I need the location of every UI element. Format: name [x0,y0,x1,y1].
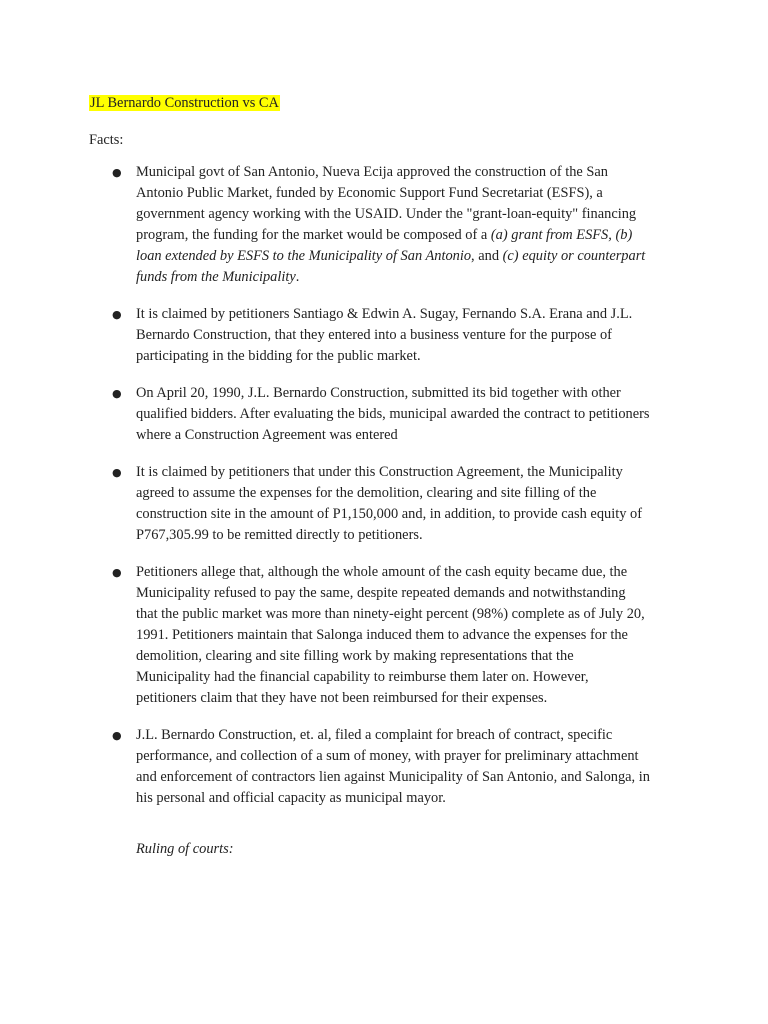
item-text: . [295,269,300,285]
title-highlight: JL Bernardo Construction vs CA [90,95,279,111]
item-text: It is claimed by petitioners Santiago & Edwin A. Sugay, Fernando S.A. Erana and J.L. Bernardo Construction, that they entered into a business venture for the purpose of participating in the bidding for the public market. [136,306,633,364]
item-italic-text: (c) equity or counterpart funds from the Municipality [136,248,646,285]
item-italic-text: (a) grant from ESFS, (b) loan extended by ESFS to the Municipality of San Antonio [136,227,633,264]
ruling-heading [136,838,234,860]
bullet-icon: ● [112,466,122,479]
list-item [0,725,650,809]
bullet-icon: ● [112,387,122,400]
item-text: It is claimed by petitioners that under this Construction Agreement, the Municipality agreed to assume the expenses for the demolition, clearing and site filling of the construction site in the amount of P1,150,000 and, in addition, to provide cash equity of P767,305.99 to be remitted directly to petitioners. [136,464,642,543]
document-title [89,92,280,114]
ruling-heading-text: Ruling of courts: [136,841,234,857]
list-item [0,304,650,367]
item-text: Municipal govt of San Antonio, Nueva Ecija approved the construction of the San Antonio Public Market, funded by Economic Support Fund Secretariat (ESFS), a government agency working with the USAID. Under the "grant-loan-equity" financing program, the funding for the market would be composed of a [136,164,637,243]
facts-heading: Facts: [89,132,124,148]
bullet-icon: ● [112,566,122,579]
bullet-icon: ● [112,729,122,742]
facts-list [0,162,768,825]
item-text: Petitioners allege that, although the whole amount of the cash equity became due, the Municipality refused to pay the same, despite repeated demands and notwithstanding that the public market was more than ninety-eight percent (98%) complete as of July 20, 1991. Petitioners maintain that Salonga induced them to advance the expenses for the demolition, clearing and site filling work by making representations that the Municipality had the financial capability to reimburse them later on. However, petitioners claim that they have not been reimbursed for their expenses. [136,564,645,706]
bullet-icon: ● [112,166,122,179]
item-text: On April 20, 1990, J.L. Bernardo Construction, submitted its bid together with other qualified bidders. After evaluating the bids, municipal awarded the contract to petitioners where a Construction Agreement was entered [136,385,650,443]
list-item [0,162,650,288]
bullet-icon: ● [112,308,122,321]
list-item [0,383,650,446]
list-item [0,462,650,546]
list-item [0,562,650,709]
item-text: J.L. Bernardo Construction, et. al, filed a complaint for breach of contract, specific performance, and collection of a sum of money, with prayer for preliminary attachment and enforcement of contractors lien against Municipality of San Antonio, and Salonga, in his personal and official capacity as municipal mayor. [136,727,650,806]
item-text: , and [471,248,503,264]
